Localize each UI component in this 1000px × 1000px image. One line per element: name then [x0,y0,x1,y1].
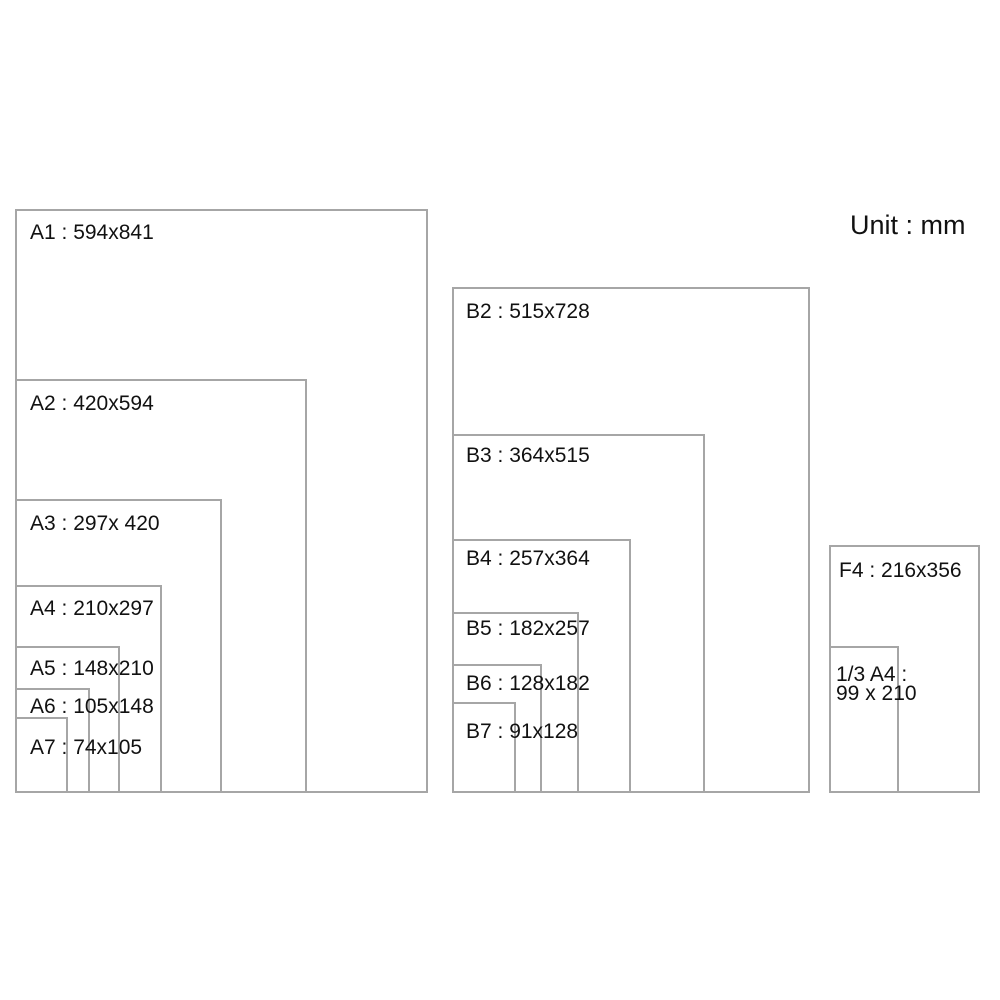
b7-label: B7 : 91x128 [466,720,579,743]
b7-sheet [452,702,516,793]
b4-label: B4 : 257x364 [466,547,590,570]
a2-label: A2 : 420x594 [30,392,154,415]
a1-label: A1 : 594x841 [30,221,154,244]
third-a4-label-line2: 99 x 210 [836,682,917,705]
a4-label: A4 : 210x297 [30,597,154,620]
a3-label: A3 : 297x 420 [30,512,160,535]
unit-label: Unit : mm [850,210,966,240]
b5-label: B5 : 182x257 [466,617,590,640]
a7-label: A7 : 74x105 [30,736,143,759]
b2-label: B2 : 515x728 [466,300,590,323]
a6-label: A6 : 105x148 [30,695,154,718]
b6-label: B6 : 128x182 [466,672,590,695]
a5-label: A5 : 148x210 [30,657,154,680]
b3-label: B3 : 364x515 [466,444,590,467]
f4-label: F4 : 216x356 [839,559,962,582]
third-a4-label-line1: 1/3 A4 : [836,663,908,686]
